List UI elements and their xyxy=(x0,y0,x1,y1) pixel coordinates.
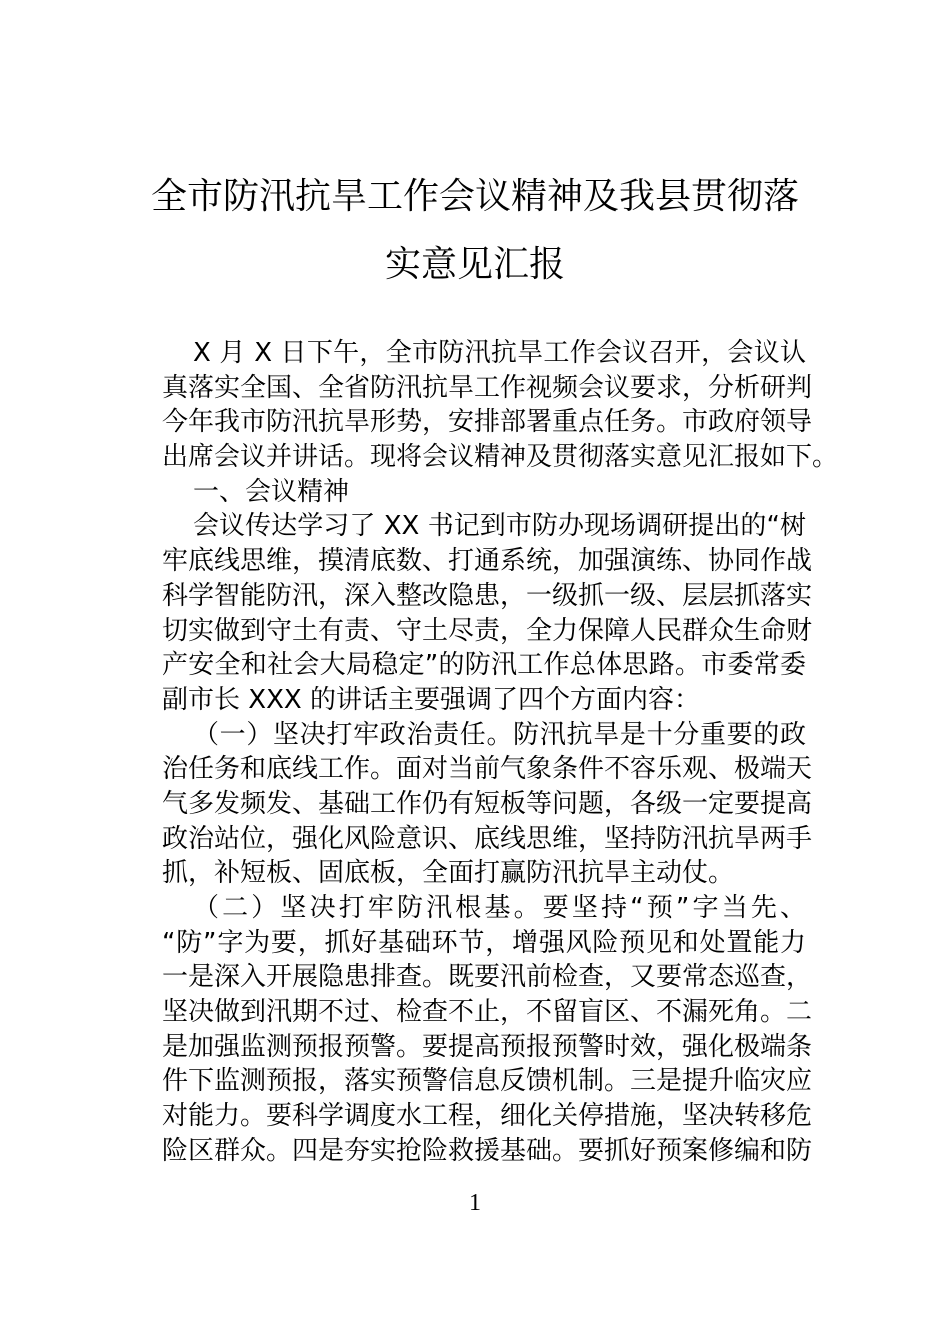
body-text-line: 一、会议精神 xyxy=(193,476,350,507)
body-text-line: （一）坚决打牢政治责任。防汛抗旱是十分重要的政 xyxy=(193,719,806,750)
page-number: 1 xyxy=(469,1190,481,1216)
body-text-line: 副市长 XXX 的讲话主要强调了四个方面内容： xyxy=(162,684,700,715)
body-text-line: 政治站位，强化风险意识、底线思维，坚持防汛抗旱两手 xyxy=(162,823,813,854)
body-text-line: 真落实全国、全省防汛抗旱工作视频会议要求，分析研判 xyxy=(162,372,813,403)
body-text-line: 产安全和社会大局稳定”的防汛工作总体思路。市委常委 xyxy=(162,650,806,681)
body-text-line: X 月 X 日下午，全市防汛抗旱工作会议召开，会议认 xyxy=(193,338,806,368)
document-title-line-1: 全市防汛抗旱工作会议精神及我县贯彻落 xyxy=(150,176,799,217)
body-text-line: 会议传达学习了 XX 书记到市防办现场调研提出的“树 xyxy=(193,511,806,542)
body-text-line: 出席会议并讲话。现将会议精神及贯彻落实意见汇报如下。 xyxy=(162,442,839,473)
body-text-line: 对能力。要科学调度水工程，细化关停措施，坚决转移危 xyxy=(162,1101,813,1132)
body-text-line: 科学智能防汛，深入整改隐患，一级抓一级、层层抓落实 xyxy=(162,580,813,611)
body-text-line: 坚决做到汛期不过、检查不止，不留盲区、不漏死角。二 xyxy=(162,997,813,1028)
body-text-line: 是加强监测预报预警。要提高预报预警时效，强化极端条 xyxy=(162,1031,813,1062)
body-text-line: 险区群众。四是夯实抢险救援基础。要抓好预案修编和防 xyxy=(162,1135,813,1166)
body-text-line: 治任务和底线工作。面对当前气象条件不容乐观、极端天 xyxy=(162,754,813,785)
body-text-line: 今年我市防汛抗旱形势，安排部署重点任务。市政府领导 xyxy=(162,407,813,438)
body-text-line: 切实做到守土有责、守土尽责，全力保障人民群众生命财 xyxy=(162,615,813,646)
body-text-line: 一是深入开展隐患排查。既要汛前检查，又要常态巡查， xyxy=(162,962,813,993)
body-text-line: “防”字为要，抓好基础环节，增强风险预见和处置能力 xyxy=(162,927,806,958)
document-title-line-2: 实意见汇报 xyxy=(384,244,565,285)
body-text-line: 牢底线思维，摸清底数、打通系统，加强演练、协同作战 xyxy=(162,546,813,577)
document-body xyxy=(162,336,839,1169)
body-text-line: 抓，补短板、固底板，全面打赢防汛抗旱主动仗。 xyxy=(162,858,735,889)
body-text-line: （二）坚决打牢防汛根基。要坚持“预”字当先、 xyxy=(193,893,806,923)
body-text-line: 件下监测预报，落实预警信息反馈机制。三是提升临灾应 xyxy=(162,1066,813,1097)
body-text-line: 气多发频发、基础工作仍有短板等问题，各级一定要提高 xyxy=(162,788,813,819)
